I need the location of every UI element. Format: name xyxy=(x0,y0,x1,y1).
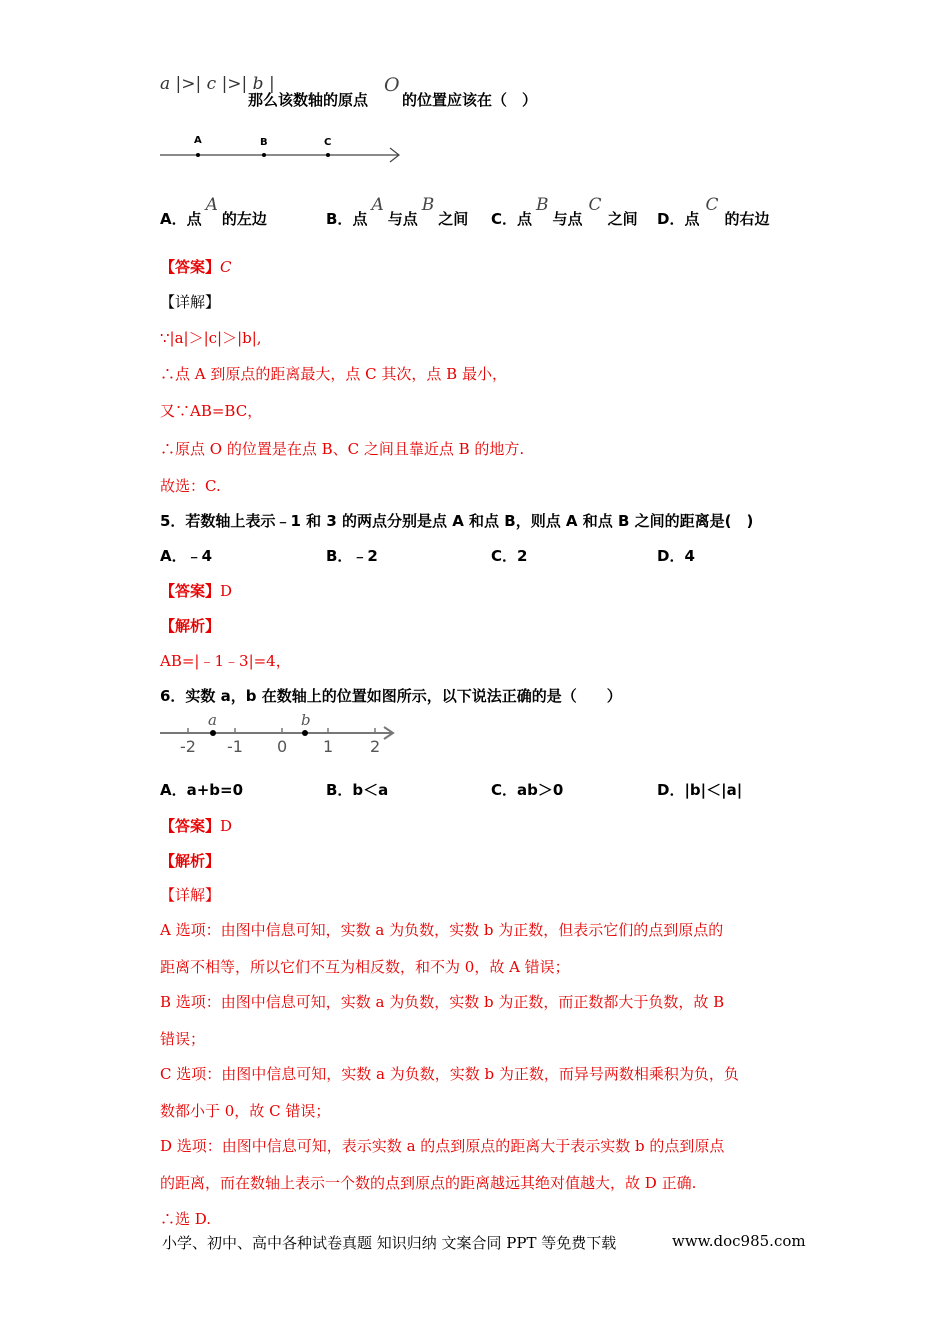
option-mid: 与点 xyxy=(552,210,583,228)
q6-point-b xyxy=(302,730,308,736)
option-pre: 点 xyxy=(186,210,202,228)
option-post: 的右边 xyxy=(724,210,770,228)
q4-formula: a |>| c |>| b | xyxy=(160,74,275,94)
q6-point-label-b: b xyxy=(301,711,311,729)
option-var-2: B xyxy=(421,195,435,215)
q4-explain-line-3: 又∵AB=BC， xyxy=(160,402,263,420)
q4-explain-line-2: ∴点 A 到原点的距离最大，点 C 其次，点 B 最小， xyxy=(160,365,507,383)
answer-label: 【答案】 xyxy=(160,258,221,276)
answer-value: D xyxy=(220,582,233,600)
answer-label: 【答案】 xyxy=(160,582,221,600)
option-post: 之间 xyxy=(438,210,469,228)
q6-explain-line-3: B 选项：由图中信息可知，实数 a 为负数，实数 b 为正数，而正数都大于负数，故 B xyxy=(160,993,725,1011)
q6-explain-line-2: 距离不相等，所以它们不互为相反数，和不为 0，故 A 错误； xyxy=(160,958,570,976)
option-pre: 点 xyxy=(517,210,533,228)
q4-axis-label-a: A xyxy=(194,135,202,146)
q6-option-a: A．a+b=0 xyxy=(160,781,244,799)
q5-option-c: C．2 xyxy=(491,547,528,565)
q6-explain-line-1: A 选项：由图中信息可知，实数 a 为负数，实数 b 为正数，但表示它们的点到原点的 xyxy=(160,921,724,939)
q4-prompt-b: 的位置应该在（ ） xyxy=(402,91,538,109)
option-letter: B． xyxy=(326,210,353,228)
q6-option-d: D．|b|＜|a| xyxy=(657,781,743,799)
q6-point-label-a: a xyxy=(208,711,217,729)
option-letter: C． xyxy=(491,210,518,228)
option-var: A xyxy=(371,195,384,215)
q4-explain-line-4: ∴原点 O 的位置是在点 B、C 之间且靠近点 B 的地方. xyxy=(160,440,525,458)
q6-tick-label-0: 0 xyxy=(277,737,288,756)
answer-label: 【答案】 xyxy=(160,817,221,835)
q6-tick-label-1: 1 xyxy=(323,737,334,756)
q6-tick-label-2: 2 xyxy=(370,737,381,756)
q4-prompt-a: 那么该数轴的原点 xyxy=(248,91,369,109)
option-mid: 与点 xyxy=(387,210,418,228)
option-pre: 点 xyxy=(352,210,368,228)
footer-text: 小学、初中、高中各种试卷真题 知识归纳 文案合同 PPT 等免费下载 xyxy=(162,1234,617,1252)
q6-option-b: B．b＜a xyxy=(326,781,389,799)
q6-question: 6．实数 a，b 在数轴上的位置如图所示，以下说法正确的是（ ） xyxy=(160,687,622,705)
q6-explain-line-6: 数都小于 0，故 C 错误； xyxy=(160,1102,331,1120)
q4-axis-label-c: C xyxy=(324,137,332,148)
option-post: 之间 xyxy=(607,210,638,228)
q6-point-a xyxy=(210,730,216,736)
q6-explain-label: 【详解】 xyxy=(160,886,221,904)
option-var: B xyxy=(536,195,549,215)
q5-analysis-label: 【解析】 xyxy=(160,617,221,635)
q5-option-b: B．﹣2 xyxy=(326,547,378,565)
q4-explain-line-5: 故选：C. xyxy=(160,477,221,495)
option-var-2: C xyxy=(588,195,602,215)
q4-origin-var: O xyxy=(384,74,400,96)
q6-explain-line-8: 的距离，而在数轴上表示一个数的点到原点的距离越远其绝对值越大，故 D 正确. xyxy=(160,1174,697,1192)
q5-option-a: A．﹣4 xyxy=(160,547,213,565)
answer-value: C xyxy=(220,258,232,276)
q6-explain-line-5: C 选项：由图中信息可知，实数 a 为负数，实数 b 为正数，而异号两数相乘积为负，负 xyxy=(160,1065,739,1083)
q5-option-d: D．4 xyxy=(657,547,695,565)
q6-explain-line-4: 错误； xyxy=(160,1030,206,1048)
q4-explain-line-1: ∵|a|＞|c|＞|b|, xyxy=(160,329,262,347)
footer-url: www.doc985.com xyxy=(672,1232,806,1250)
q6-explain-line-9: ∴选 D. xyxy=(160,1210,212,1228)
option-letter: A． xyxy=(160,210,187,228)
q6-explain-line-7: D 选项：由图中信息可知，表示实数 a 的点到原点的距离大于表示实数 b 的点到原点 xyxy=(160,1137,725,1155)
option-post: 的左边 xyxy=(221,210,267,228)
q6-analysis-label: 【解析】 xyxy=(160,852,221,870)
option-var: C xyxy=(705,195,719,215)
answer-value: D xyxy=(220,817,233,835)
q6-tick-label-m1: -1 xyxy=(227,737,243,756)
option-letter: D． xyxy=(657,210,685,228)
q6-option-c: C．ab＞0 xyxy=(491,781,564,799)
q5-question: 5．若数轴上表示﹣1 和 3 的两点分别是点 A 和点 B，则点 A 和点 B 之间的距离是( ) xyxy=(160,512,754,530)
q5-analysis-line: AB=|﹣1﹣3|=4， xyxy=(160,652,291,670)
q6-answer xyxy=(160,815,232,836)
q4-axis-label-b: B xyxy=(260,137,268,148)
q6-tick-label-m2: -2 xyxy=(180,737,196,756)
option-var: A xyxy=(205,195,218,215)
q4-explain-label: 【详解】 xyxy=(160,293,221,311)
option-pre: 点 xyxy=(684,210,700,228)
